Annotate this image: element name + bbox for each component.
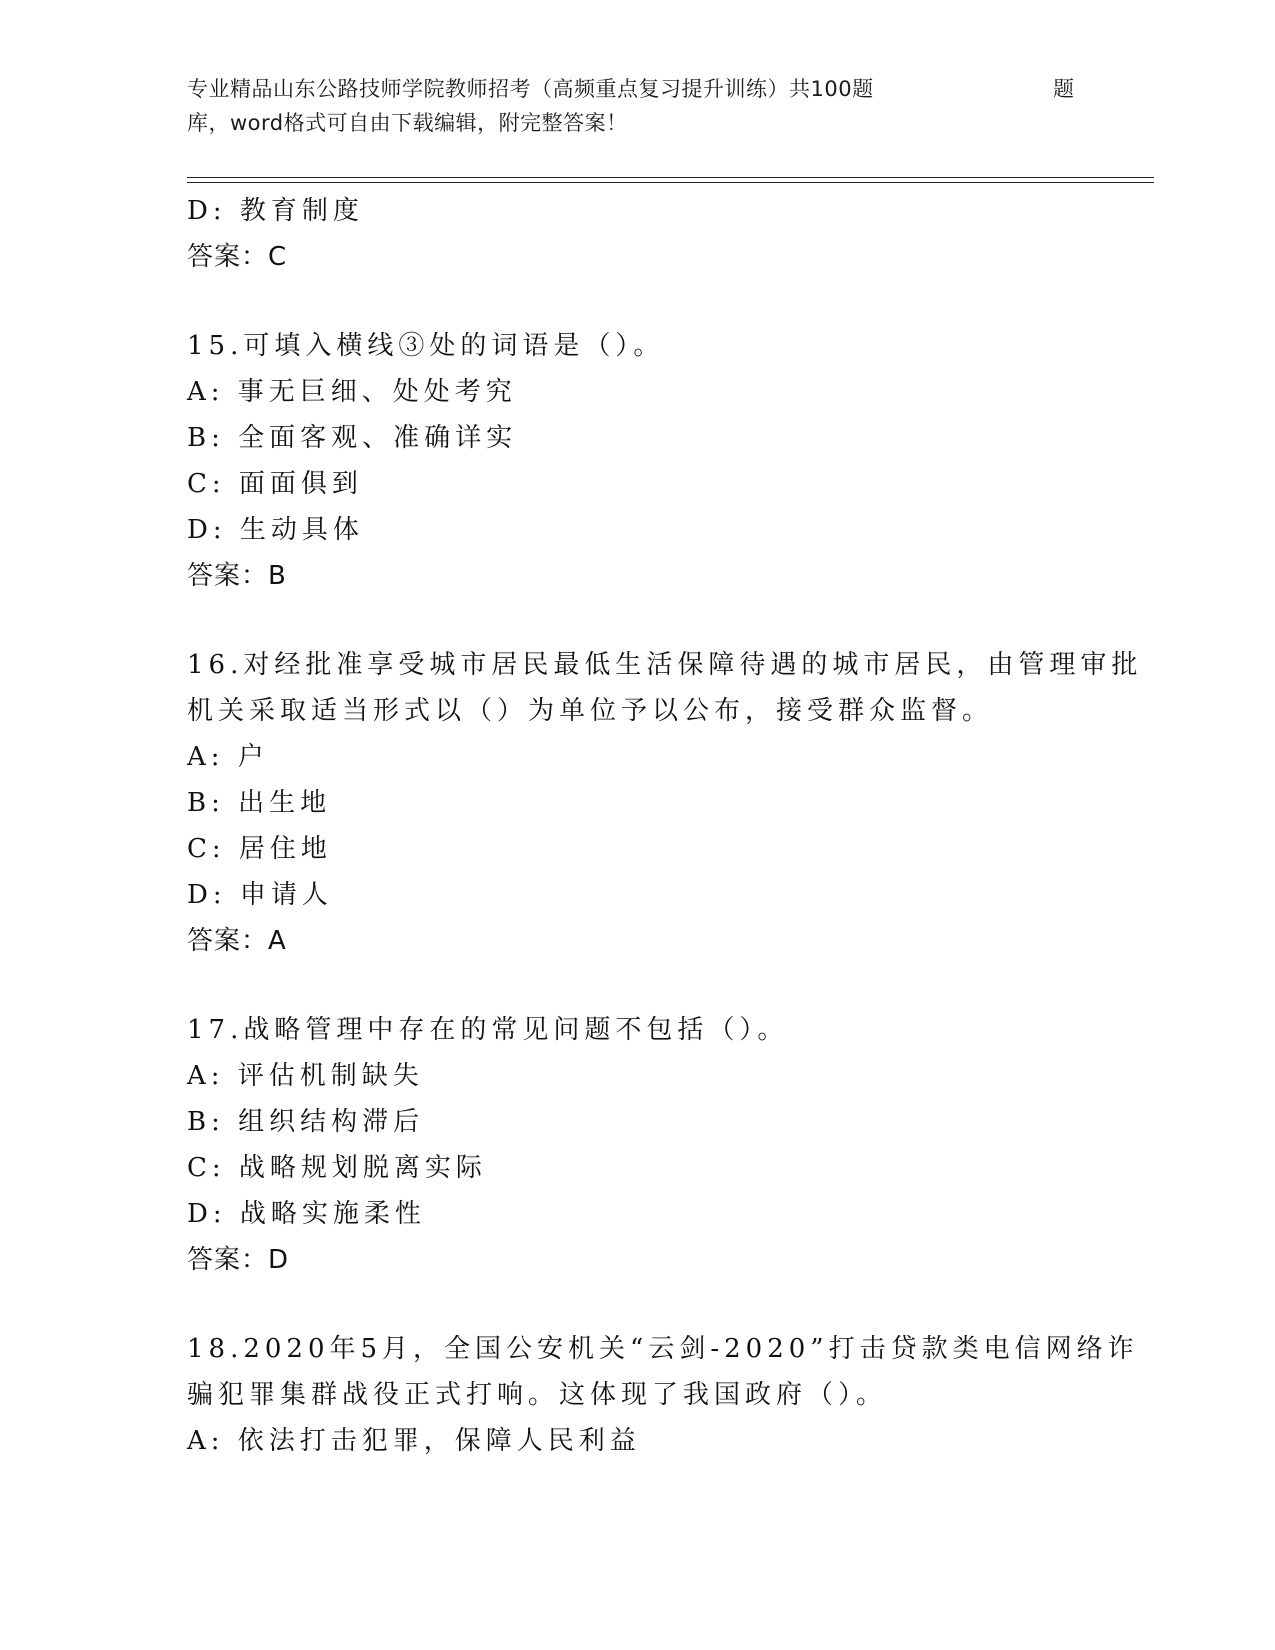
- header-divider-top: [187, 177, 1154, 178]
- option-a: A: 事无巨细、处处考究: [187, 377, 517, 407]
- previous-question-tail: [187, 188, 1087, 280]
- header-divider-bottom: [187, 182, 1154, 183]
- document-header: [187, 72, 1087, 140]
- option-a: A: 依法打击犯罪，保障人民利益: [187, 1426, 641, 1456]
- option-c: C: 居住地: [187, 834, 332, 864]
- option-d: D: 申请人: [187, 880, 333, 910]
- header-title-tail: 题: [1053, 77, 1075, 101]
- question-15: [187, 323, 1087, 599]
- option-c: C: 战略规划脱离实际: [187, 1153, 487, 1183]
- question-stem-line-2: 机关采取适当形式以（）为单位予以公布，接受群众监督。: [187, 696, 994, 726]
- question-list: [187, 188, 1143, 1464]
- option-d: D: 生动具体: [187, 515, 364, 545]
- option-c: C: 面面俱到: [187, 469, 363, 499]
- option-d: D: 战略实施柔性: [187, 1199, 426, 1229]
- option-b: B: 组织结构滞后: [187, 1107, 425, 1137]
- header-title-text: 专业精品山东公路技师学院教师招考（高频重点复习提升训练）共100题: [187, 77, 874, 101]
- option-b: B: 全面客观、准确详实: [187, 423, 518, 453]
- header-title-line-2: 库，word格式可自由下载编辑，附完整答案！: [187, 111, 628, 135]
- answer-label: 答案：B: [187, 561, 287, 591]
- question-stem-line-2: 骗犯罪集群战役正式打响。这体现了我国政府（）。: [187, 1380, 888, 1410]
- question-stem: 17.战略管理中存在的常见问题不包括（）。: [187, 1015, 789, 1045]
- question-stem: 15.可填入横线③处的词语是（）。: [187, 331, 665, 361]
- answer-label: 答案：A: [187, 926, 287, 956]
- answer-label: 答案：C: [187, 242, 288, 272]
- option-a: A: 评估机制缺失: [187, 1061, 424, 1091]
- question-stem-line-1: 18.2020年5月，全国公安机关“云剑-2020”打击贷款类电信网络诈: [187, 1334, 1139, 1364]
- question-stem-line-1: 16.对经批准享受城市居民最低生活保障待遇的城市居民，由管理审批: [187, 650, 1143, 680]
- question-17: [187, 1007, 1087, 1283]
- header-title-line-1: [187, 72, 1087, 106]
- answer-label: 答案：D: [187, 1245, 290, 1275]
- question-18: [187, 1326, 1139, 1464]
- option-b: B: 出生地: [187, 788, 332, 818]
- option-d: D: 教育制度: [187, 196, 364, 226]
- option-a: A: 户: [187, 742, 269, 772]
- question-16: [187, 642, 1143, 964]
